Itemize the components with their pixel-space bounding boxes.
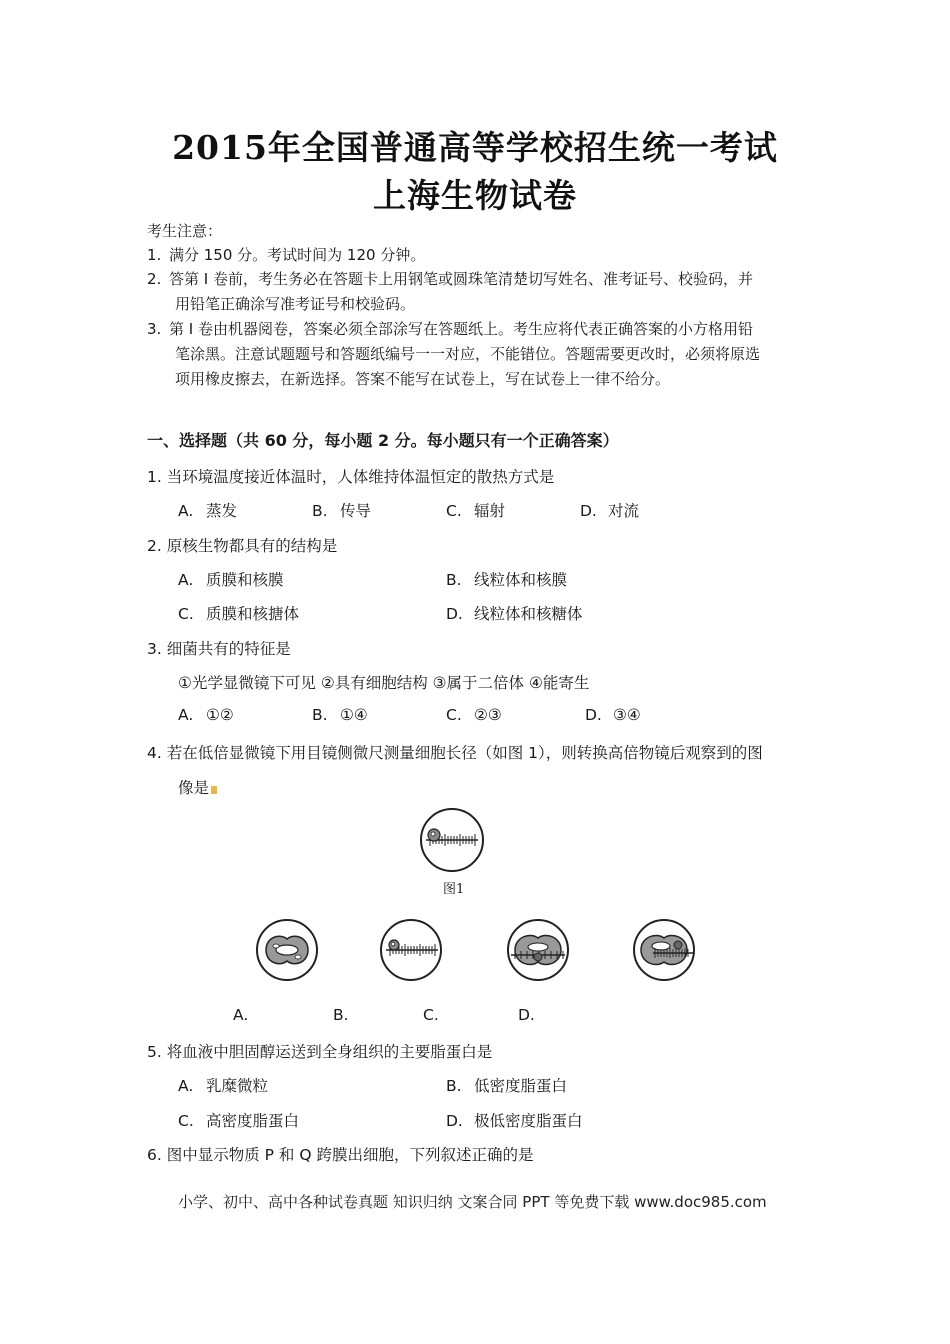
q4-option-a-image xyxy=(254,917,320,983)
option-label: D. xyxy=(585,706,602,724)
notice-num: 3. xyxy=(147,320,162,338)
question-5-stem: 5. 将血液中胆固醇运送到全身组织的主要脂蛋白是 xyxy=(147,1043,493,1061)
exam-title-line1: 2015年全国普通高等学校招生统一考试 xyxy=(172,128,778,167)
notice-text: 满分 150 分。考试时间为 120 分钟。 xyxy=(169,246,426,264)
option-label: C. xyxy=(178,1112,194,1130)
option-label: D. xyxy=(446,1112,463,1130)
q1-option-d xyxy=(580,499,639,521)
q4-option-d-label: D. xyxy=(518,1006,535,1024)
figure-1-micrometer-view xyxy=(418,806,486,874)
option-label: B. xyxy=(446,571,462,589)
option-text: 低密度脂蛋白 xyxy=(474,1077,568,1095)
section-heading: 一、选择题（共 60 分，每小题 2 分。每小题只有一个正确答案） xyxy=(147,431,619,450)
notice-item-1 xyxy=(147,242,425,268)
q2-option-a xyxy=(178,568,284,590)
notice-item-3 xyxy=(147,316,753,342)
option-label: A. xyxy=(178,502,194,520)
option-label: B. xyxy=(312,502,328,520)
question-4-stem-cont xyxy=(178,776,217,798)
option-label: A. xyxy=(178,571,194,589)
notice-text: 笔涂黑。注意试题题号和答题纸编号一一对应，不能错位。答题需要更改时，必须将原选 xyxy=(175,345,761,363)
option-label: D. xyxy=(580,502,597,520)
option-text: 线粒体和核糖体 xyxy=(474,605,583,623)
q3-option-a xyxy=(178,706,234,724)
option-text: 蒸发 xyxy=(206,502,238,520)
marker-icon xyxy=(211,786,217,794)
q5-option-a xyxy=(178,1074,268,1096)
question-6-stem: 6. 图中显示物质 P 和 Q 跨膜出细胞，下列叙述正确的是 xyxy=(147,1146,534,1164)
option-text: 质膜和核搪体 xyxy=(206,605,300,623)
notice-text: 项用橡皮擦去，在新选择。答案不能写在试卷上，写在试卷上一律不给分。 xyxy=(175,370,671,388)
q1-option-a xyxy=(178,499,237,521)
question-3-stem: 3. 细菌共有的特征是 xyxy=(147,640,291,658)
q2-option-d xyxy=(446,602,583,624)
option-label: D. xyxy=(446,605,463,623)
option-text: ①② xyxy=(206,706,234,724)
q5-option-b xyxy=(446,1074,567,1096)
q4-option-a-label: A. xyxy=(233,1006,249,1024)
q3-option-b xyxy=(312,706,368,724)
option-text: 高密度脂蛋白 xyxy=(206,1112,300,1130)
option-text: 传导 xyxy=(340,502,372,520)
option-label: C. xyxy=(178,605,194,623)
q3-option-d xyxy=(585,706,641,724)
option-text: 对流 xyxy=(608,502,640,520)
stem-text: 像是 xyxy=(178,779,210,797)
notice-num: 2. xyxy=(147,270,162,288)
question-1-stem: 1. 当环境温度接近体温时，人体维持体温恒定的散热方式是 xyxy=(147,468,555,486)
notice-text: 答第 Ⅰ 卷前，考生务必在答题卡上用钢笔或圆珠笔清楚切写姓名、准考证号、校验码，并 xyxy=(169,270,753,288)
option-label: C. xyxy=(446,706,462,724)
option-text: ①④ xyxy=(340,706,368,724)
option-text: 乳糜微粒 xyxy=(206,1077,269,1095)
q2-option-c xyxy=(178,602,299,624)
notice-num: 1. xyxy=(147,246,162,264)
notice-heading: 考生注意： xyxy=(147,222,223,240)
notice-text: 第 Ⅰ 卷由机器阅卷，答案必须全部涂写在答题纸上。考生应将代表正确答案的小方格用铅 xyxy=(169,320,753,338)
option-text: 质膜和核膜 xyxy=(206,571,284,589)
page-footer: 小学、初中、高中各种试卷真题 知识归纳 文案合同 PPT 等免费下载 www.doc985.com xyxy=(178,1193,767,1211)
option-label: B. xyxy=(446,1077,462,1095)
question-2-stem: 2. 原核生物都具有的结构是 xyxy=(147,537,338,555)
option-text: 线粒体和核膜 xyxy=(474,571,568,589)
q1-option-c xyxy=(446,499,505,521)
figure-1-caption: 图1 xyxy=(443,882,465,897)
option-text: ②③ xyxy=(474,706,502,724)
q4-option-c-label: C. xyxy=(423,1006,439,1024)
q5-option-d xyxy=(446,1109,583,1131)
option-label: C. xyxy=(446,502,462,520)
option-text: 极低密度脂蛋白 xyxy=(474,1112,583,1130)
q4-option-d-image xyxy=(631,917,697,983)
option-label: A. xyxy=(178,1077,194,1095)
option-label: B. xyxy=(312,706,328,724)
option-text: ③④ xyxy=(613,706,641,724)
notice-item-2 xyxy=(147,266,753,292)
option-label: A. xyxy=(178,706,194,724)
exam-title-line2: 上海生物试卷 xyxy=(373,176,577,215)
q1-option-b xyxy=(312,499,371,521)
q4-option-b-image xyxy=(378,917,444,983)
q4-option-b-label: B. xyxy=(333,1006,349,1024)
notice-text: 用铅笔正确涂写准考证号和校验码。 xyxy=(175,295,416,313)
q2-option-b xyxy=(446,568,567,590)
q5-option-c xyxy=(178,1109,299,1131)
q3-features: ①光学显微镜下可见 ②具有细胞结构 ③属于二倍体 ④能寄生 xyxy=(178,674,590,692)
q3-option-c xyxy=(446,706,502,724)
option-text: 辐射 xyxy=(474,502,506,520)
q4-option-c-image xyxy=(505,917,571,983)
question-4-stem: 4. 若在低倍显微镜下用目镜侧微尺测量细胞长径（如图 1），则转换高倍物镜后观察到的图 xyxy=(147,744,763,762)
